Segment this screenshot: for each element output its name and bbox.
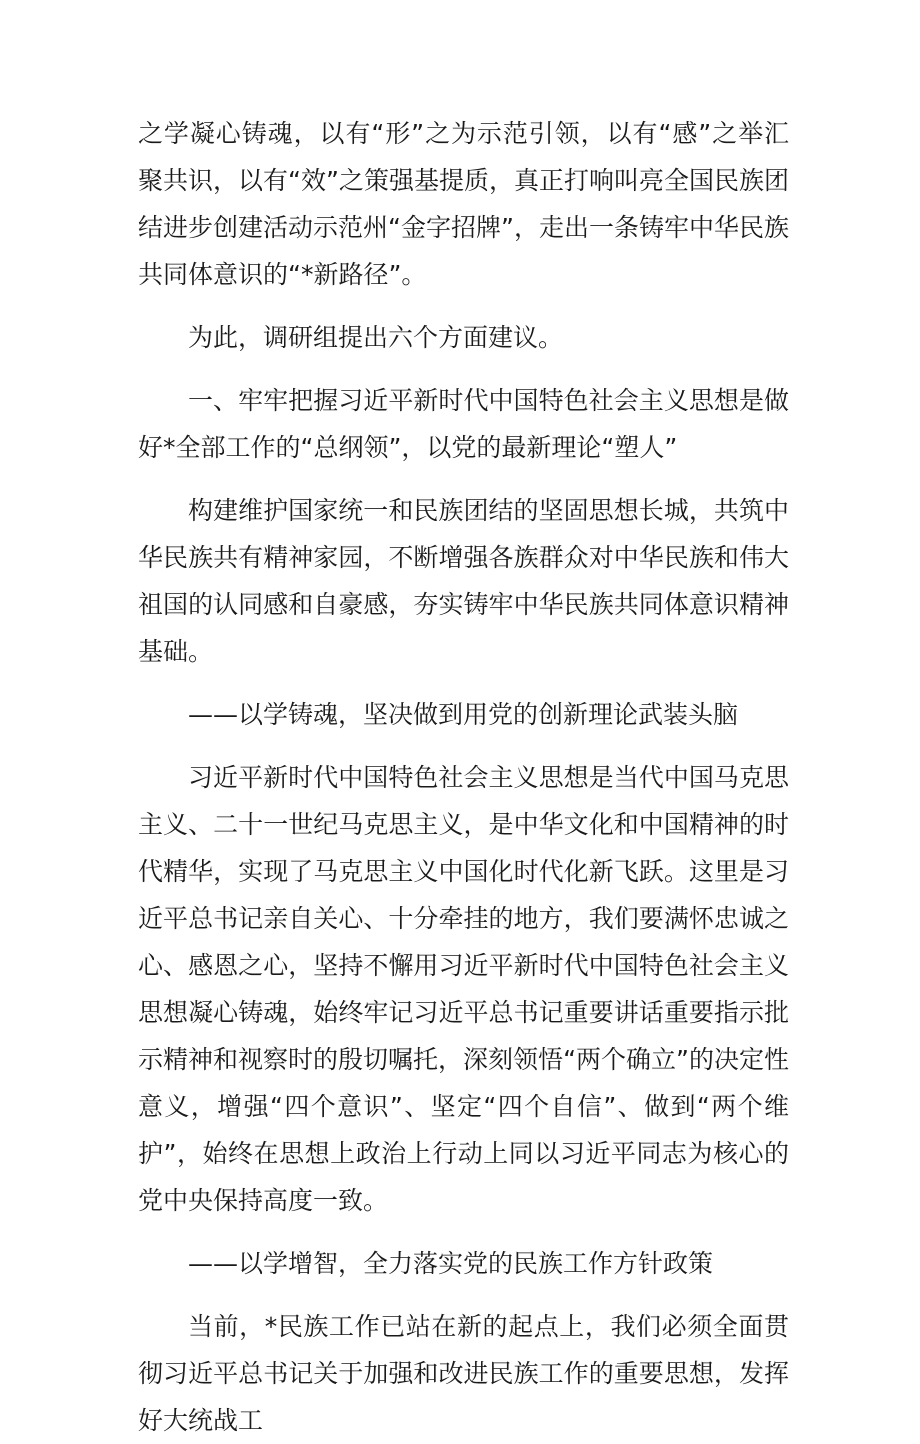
subheading-2: ——以学增智，全力落实党的民族工作方针政策 — [188, 1249, 714, 1278]
subheading-1: ——以学铸魂，坚决做到用党的创新理论武装头脑 — [188, 700, 739, 729]
paragraph-intro: 为此，调研组提出六个方面建议。 — [188, 323, 564, 352]
paragraph-body: 构建维护国家统一和民族团结的坚固思想长城，共筑中华民族共有精神家园，不断增强各族群众对中华民族和伟大祖国的认同感和自豪感，夯实铸牢中华民族共同体意识精神基础。 — [138, 496, 789, 666]
paragraph-continuation: 之学凝心铸魂，以有“形”之为示范引领，以有“感”之举汇聚共识，以有“效”之策强基提质，真正打响叫亮全国民族团结进步创建活动示范州“金字招牌”，走出一条铸牢中华民族共同体意识的“*新路径”。 — [138, 119, 789, 289]
paragraph-body: 当前，*民族工作已站在新的起点上，我们必须全面贯彻习近平总书记关于加强和改进民族工作的重要思想，发挥好大统战工 — [138, 1312, 789, 1435]
paragraph-body: 习近平新时代中国特色社会主义思想是当代中国马克思主义、二十一世纪马克思主义，是中华文化和中国精神的时代精华，实现了马克思主义中国化时代化新飞跃。这里是习近平总书记亲自关心、十分牵挂的地方，我们要满怀忠诚之心、感恩之心，坚持不懈用习近平新时代中国特色社会主义思想凝心铸魂，始终牢记习近平总书记重要讲话重要指示批示精神和视察时的殷切嘱托，深刻领悟“两个确立”的决定性意义，增强“四个意识”、坚定“四个自信”、做到“两个维护”，始终在思想上政治上行动上同以习近平同志为核心的党中央保持高度一致。 — [138, 763, 789, 1215]
section-heading-1: 一、牢牢把握习近平新时代中国特色社会主义思想是做好*全部工作的“总纲领”，以党的最新理论“塑人” — [138, 386, 789, 462]
